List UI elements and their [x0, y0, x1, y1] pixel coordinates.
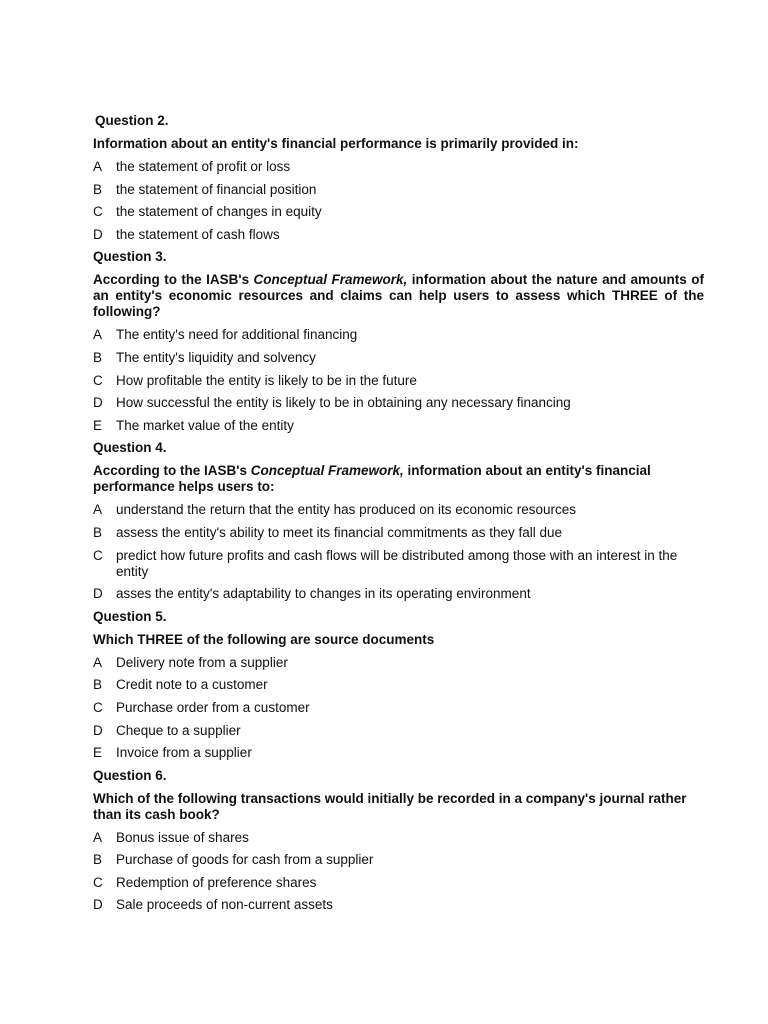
option-letter: B: [93, 852, 103, 868]
option-letter: D: [93, 897, 103, 913]
answer-option: [93, 897, 704, 913]
question-title: Question 4.: [93, 440, 167, 456]
answer-option: [93, 723, 704, 739]
option-text: Delivery note from a supplier: [116, 654, 288, 670]
option-text: the statement of changes in equity: [116, 204, 322, 220]
answer-option: [93, 655, 704, 671]
stem-text: According to the IASB's: [93, 463, 251, 479]
answer-option: [93, 373, 704, 389]
answer-option: [93, 395, 704, 411]
answer-option: [93, 182, 704, 198]
option-letter: B: [93, 181, 103, 197]
question-stem: Information about an entity's financial performance is primarily provided in:: [93, 136, 579, 151]
question-6: [93, 768, 704, 914]
answer-option: [93, 548, 704, 580]
option-letter: D: [93, 395, 103, 411]
stem-text: information about the nature and amounts of an entity's economic resources and claims can help users to assess which THREE of the following?: [93, 272, 704, 320]
option-letter: A: [93, 327, 103, 343]
answer-option: [93, 159, 704, 175]
option-text: Purchase order from a customer: [116, 699, 310, 715]
stem-text: information about an entity's financial performance helps users to:: [93, 463, 651, 495]
question-stem: [93, 272, 704, 320]
option-letter: C: [93, 547, 103, 563]
option-text: the statement of profit or loss: [116, 159, 291, 174]
answer-option: [93, 227, 704, 243]
option-text: Purchase of goods for cash from a supplier: [116, 852, 374, 868]
answer-option: [93, 502, 704, 518]
option-text: assess the entity's ability to meet its financial commitments as they fall due: [116, 524, 563, 540]
answer-option: [93, 852, 704, 868]
option-text: The entity's need for additional financing: [116, 327, 358, 343]
option-text: Cheque to a supplier: [116, 722, 241, 738]
question-stem: [93, 463, 704, 495]
option-text: Bonus issue of shares: [116, 829, 249, 845]
question-3: [93, 249, 704, 433]
question-2: [93, 113, 704, 243]
option-text: The market value of the entity: [116, 417, 294, 433]
option-letter: A: [93, 502, 103, 518]
option-text: Invoice from a supplier: [116, 745, 252, 761]
option-letter: B: [93, 524, 103, 540]
option-text: predict how future profits and cash flows will be distributed among those with an interest in the entity: [116, 547, 678, 579]
option-letter: C: [93, 204, 103, 220]
question-title: Question 2.: [95, 113, 169, 128]
option-letter: D: [93, 586, 103, 602]
answer-option: [93, 418, 704, 434]
answer-option: [93, 875, 704, 891]
option-letter: C: [93, 874, 103, 890]
answer-option: [93, 830, 704, 846]
answer-option: [93, 204, 704, 220]
question-title: Question 5.: [93, 608, 167, 624]
answer-option: [93, 350, 704, 366]
stem-emphasis: Conceptual Framework,: [253, 272, 408, 288]
option-text: How successful the entity is likely to be in obtaining any necessary financing: [116, 395, 571, 411]
answer-option: [93, 586, 704, 602]
question-4: [93, 440, 704, 602]
option-letter: E: [93, 745, 103, 761]
question-title: Question 6.: [93, 767, 167, 783]
answer-option: [93, 525, 704, 541]
stem-text: According to the IASB's: [93, 272, 254, 288]
option-text: Credit note to a customer: [116, 677, 268, 693]
option-text: the statement of financial position: [116, 181, 317, 197]
option-text: Redemption of preference shares: [116, 874, 317, 890]
question-stem: Which THREE of the following are source documents: [93, 631, 435, 647]
option-letter: C: [93, 699, 103, 715]
question-5: [93, 609, 704, 761]
option-text: the statement of cash flows: [116, 226, 280, 242]
option-text: The entity's liquidity and solvency: [116, 349, 316, 365]
option-letter: B: [93, 349, 103, 365]
option-letter: A: [93, 829, 103, 845]
option-letter: B: [93, 677, 103, 693]
option-letter: D: [93, 226, 103, 242]
option-letter: D: [93, 722, 103, 738]
answer-option: [93, 677, 704, 693]
stem-emphasis: Conceptual Framework,: [250, 463, 404, 479]
option-letter: C: [93, 372, 103, 388]
answer-option: [93, 700, 704, 716]
option-letter: A: [93, 654, 103, 670]
question-stem: Which of the following transactions would initially be recorded in a company's journal rather than its cash book?: [93, 790, 687, 822]
option-text: understand the return that the entity has produced on its economic resources: [116, 502, 577, 518]
option-text: Sale proceeds of non-current assets: [116, 897, 333, 913]
answer-option: [93, 745, 704, 761]
document-page: [93, 113, 704, 920]
question-title: Question 3.: [93, 249, 167, 265]
option-letter: A: [93, 159, 103, 174]
answer-option: [93, 327, 704, 343]
option-text: asses the entity's adaptability to changes in its operating environment: [116, 586, 531, 602]
option-letter: E: [93, 417, 103, 433]
option-text: How profitable the entity is likely to be in the future: [116, 372, 417, 388]
